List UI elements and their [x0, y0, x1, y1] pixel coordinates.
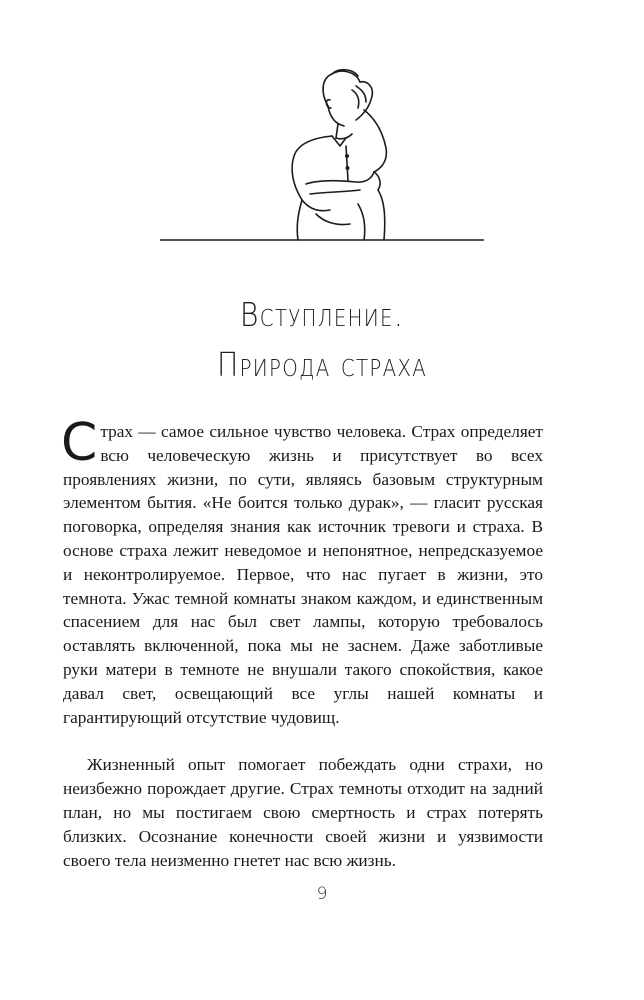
paragraph-1-text: трах — самое сильное чувство человека. Страх определяет всю человеческую жизнь и присутствует во всех проявлениях жизни, по сути, являясь базовым структурным элементом бытия. «Не боится только дурак», — гласит русская поговорка, определяя знания как источник тревоги и страха. В основе страха лежит неведомое и непонятное, непредсказуемое и неконтролируемое. Первое, что нас пугает в жизни, это темнота. Ужас темной комнаты знаком каждом, и единственным спасением для нас был свет лампы, которую требовалось оставлять включенной, пока мы не заснем. Даже заботливые руки матери в темноте не внушали такого спокойствия, какое давал свет, освещающий все углы нашей комнаты и гарантирующий отсутствие чудовищ.	[63, 422, 543, 727]
body-text	[61, 413, 543, 872]
drop-cap: С	[61, 413, 98, 473]
paragraph-2: Жизненный опыт помогает побеждать одни страхи, но неизбежно порождает другие. Страх темноты отходит на задний план, но мы постигаем свою смертность и страх потерять близких. Осознание конечности своей жизни и уязвимости своего тела неизменно гнетет нас всю жизнь.	[63, 755, 543, 870]
chapter-title-line-2: Природа страха	[216, 345, 428, 384]
page-number: 9	[316, 884, 328, 904]
man-facepalm-illustration	[160, 64, 484, 248]
chapter-title-line-1: Вступление.	[239, 295, 405, 334]
paragraph-1	[61, 413, 543, 729]
chapter-title	[45, 290, 599, 390]
